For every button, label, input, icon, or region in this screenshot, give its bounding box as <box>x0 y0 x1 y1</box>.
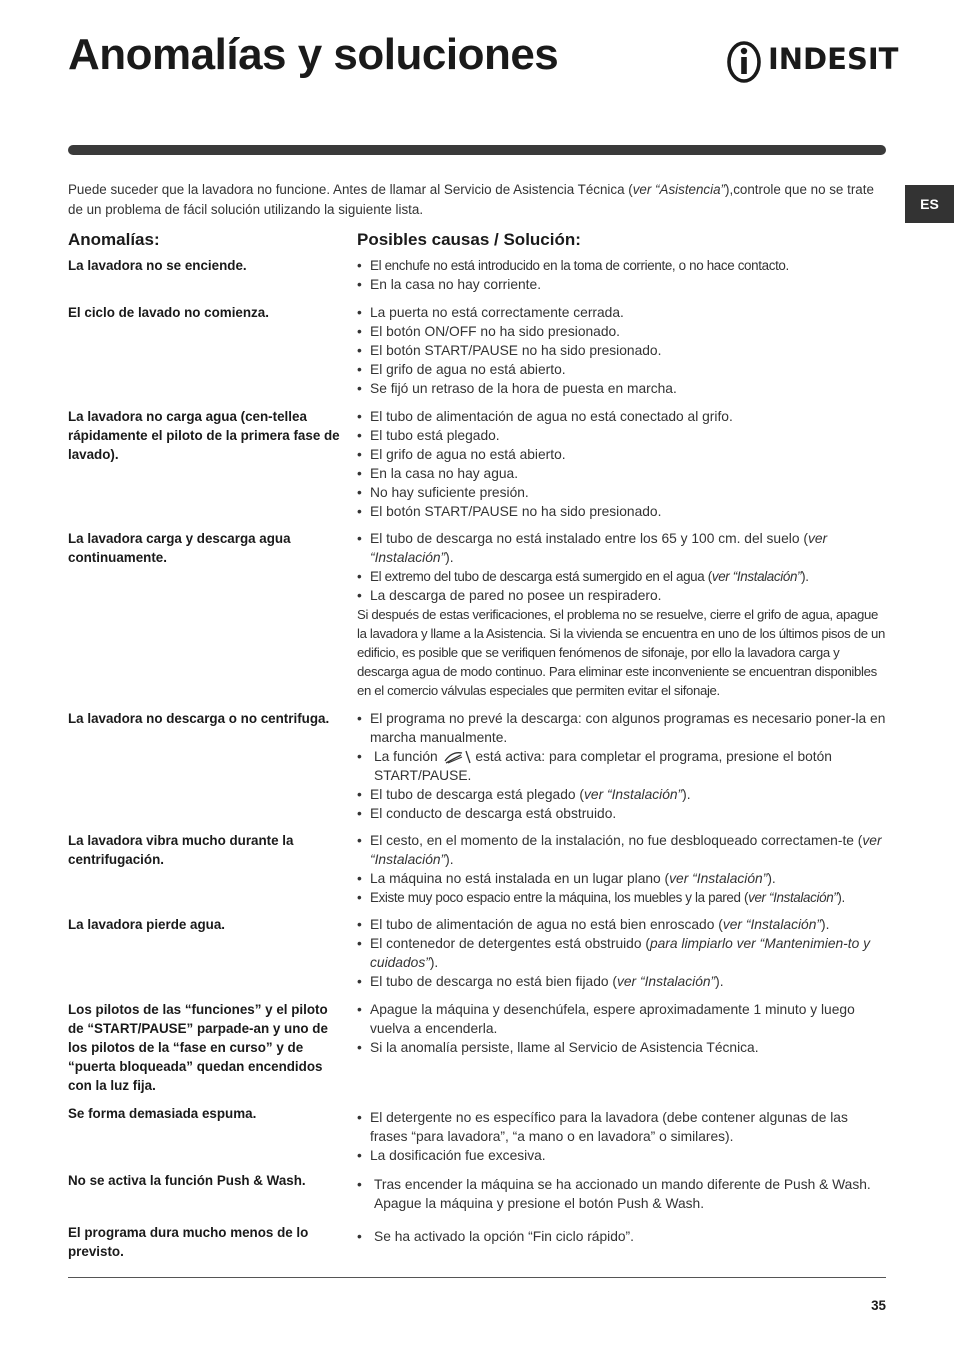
page-title: Anomalías y soluciones <box>68 30 559 79</box>
language-tab: ES <box>905 185 954 223</box>
list-item: • El extremo del tubo de descarga está sumergido en el agua (ver “Instalación”). <box>357 567 887 586</box>
list-item: • El enchufe no está introducido en la toma de corriente, o no hace contacto. <box>357 256 887 275</box>
intro-text: Puede suceder que la lavadora no funcione. Antes de llamar al Servicio de Asistencia Técnica (ver “Asistencia”),controle que no se trate de un problema de fácil solución utilizando la siguiente lista. <box>68 182 874 217</box>
indesit-logo <box>726 40 899 84</box>
cause-list <box>357 303 887 398</box>
list-item: • No hay suficiente presión. <box>357 483 887 502</box>
cause-list <box>357 256 887 294</box>
cause-list <box>357 1175 887 1213</box>
cause-list <box>357 407 887 521</box>
list-item: • Tras encender la máquina se ha accionado un mando diferente de Push & Wash. Apague la máquina y presione el botón Push & Wash. <box>357 1175 887 1213</box>
cause-list <box>357 1108 887 1165</box>
list-item: • El tubo está plegado. <box>357 426 887 445</box>
anomaly-label: La lavadora vibra mucho durante la centrifugación. <box>68 833 294 867</box>
list-item: • El programa no prevé la descarga: con algunos programas es necesario poner-la en marcha manualmente. <box>357 709 887 747</box>
list-item: • El botón ON/OFF no ha sido presionado. <box>357 322 887 341</box>
list-item: • El conducto de descarga está obstruido. <box>357 804 887 823</box>
list-item: • Se fijó un retraso de la hora de puesta en marcha. <box>357 379 887 398</box>
list-item: • Se ha activado la opción “Fin ciclo rápido”. <box>357 1227 887 1246</box>
list-item: • El botón START/PAUSE no ha sido presionado. <box>357 341 887 360</box>
siphon-note: Si después de estas verificaciones, el problema no se resuelve, cierre el grifo de agua, apague la lavadora y llame a la Asistencia. Si la vivienda se encuentra en uno de los últimos pisos de un edificio, es posible que se verifiquen fenómenos de sifonaje, por ello la lavadora carga y descarga agua de modo continuo. Para eliminar este inconveniente se encuentran disponibles en el comercio válvulas especiales que permiten evitar el sifonaje. <box>357 607 885 698</box>
anomaly-label: El programa dura mucho menos de lo previsto. <box>68 1225 309 1259</box>
anomaly-label: La lavadora no se enciende. <box>68 258 247 273</box>
indesit-i-emblem-icon <box>726 40 766 84</box>
cause-list <box>357 831 887 907</box>
anomaly-label: La lavadora pierde agua. <box>68 917 226 932</box>
list-item: • El tubo de alimentación de agua no está bien enroscado (ver “Instalación”). <box>357 915 887 934</box>
cause-list <box>357 1227 887 1246</box>
anomaly-label: Se forma demasiada espuma. <box>68 1106 257 1121</box>
list-item: • La puerta no está correctamente cerrada. <box>357 303 887 322</box>
list-item: • El tubo de descarga no está instalado entre los 65 y 100 cm. del suelo (ver “Instalación”). <box>357 529 887 567</box>
list-item: • El grifo de agua no está abierto. <box>357 360 887 379</box>
list-item: • En la casa no hay corriente. <box>357 275 887 294</box>
list-item: • El botón START/PAUSE no ha sido presionado. <box>357 502 887 521</box>
list-item: • La máquina no está instalada en un lugar plano (ver “Instalación”). <box>357 869 887 888</box>
anomaly-label: La lavadora no carga agua (cen-tellea rápidamente el piloto de la primera fase de lavado). <box>68 409 340 462</box>
list-item: • En la casa no hay agua. <box>357 464 887 483</box>
anomalies-header: Anomalías: <box>68 230 160 249</box>
list-item: • El contenedor de detergentes está obstruido (para limpiarlo ver “Mantenimien-to y cuidados”). <box>357 934 887 972</box>
anomaly-label: La lavadora carga y descarga agua continuamente. <box>68 531 291 565</box>
followup-text: • Si la anomalía persiste, llame al Servicio de Asistencia Técnica. <box>357 1038 887 1057</box>
footer-rule <box>68 1277 886 1278</box>
no-spin-icon <box>442 749 472 765</box>
list-item: • Existe muy poco espacio entre la máquina, los muebles y la pared (ver “Instalación”). <box>357 888 887 907</box>
anomaly-label: El ciclo de lavado no comienza. <box>68 305 269 320</box>
list-item: • La dosificación fue excesiva. <box>357 1146 887 1165</box>
list-item: • El tubo de descarga no está bien fijado (ver “Instalación”). <box>357 972 887 991</box>
cause-list <box>357 915 887 991</box>
anomaly-label: No se activa la función Push & Wash. <box>68 1173 306 1188</box>
header-rule <box>68 145 886 155</box>
cause-list <box>357 529 887 605</box>
list-item: • El cesto, en el momento de la instalación, no fue desbloqueado correctamen-te (ver “Instalación”). <box>357 831 887 869</box>
anomaly-label: La lavadora no descarga o no centrifuga. <box>68 711 330 726</box>
causes-header: Posibles causas / Solución: <box>357 230 581 249</box>
list-item: • El grifo de agua no está abierto. <box>357 445 887 464</box>
brand-wordmark: INDESIT <box>768 42 899 76</box>
list-item: • Apague la máquina y desenchúfela, espere aproximadamente 1 minuto y luego vuelva a encenderla. <box>357 1000 887 1038</box>
list-item: • El detergente no es específico para la lavadora (debe contener algunas de las frases “para lavadora”, “a mano o en lavadora” o similares). <box>357 1108 887 1146</box>
anomaly-label: Los pilotos de las “funciones” y el piloto de “START/PAUSE” parpade-an y uno de los pilotos de la “fase en curso” y de “puerta bloqueada” quedan encendidos con la luz fija. <box>68 1002 328 1093</box>
cause-list <box>357 709 887 823</box>
list-item: • El tubo de alimentación de agua no está conectado al grifo. <box>357 407 887 426</box>
list-item: • La descarga de pared no posee un respiradero. <box>357 586 887 605</box>
list-item: • El tubo de descarga está plegado (ver “Instalación”). <box>357 785 887 804</box>
cause-list <box>357 1000 887 1057</box>
list-item: • La función está activa: para completar el programa, presione el botón START/PAUSE. <box>357 747 887 785</box>
page-number: 35 <box>871 1298 886 1313</box>
